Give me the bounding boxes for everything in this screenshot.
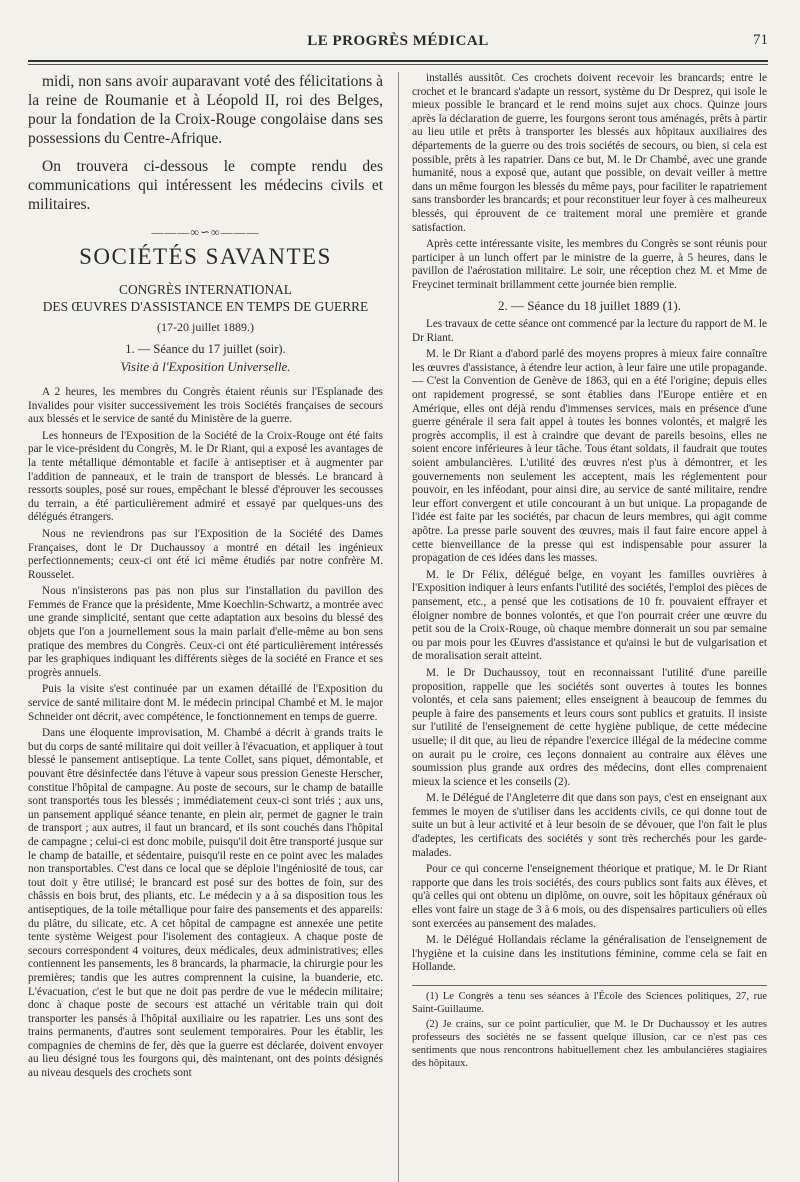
visit-heading: Visite à l'Exposition Universelle.: [120, 359, 291, 375]
body-paragraph: A 2 heures, les membres du Congrès étaient réunis sur l'Esplanade des Invalides pour visiter successivement les trois Sociétés françaises de secours aux blessés et le service de santé du Ministère de la guerre.: [28, 385, 383, 426]
body-paragraph: M. le Délégué Hollandais réclame la généralisation de l'enseignement de l'hygiène et la cuisine dans les institutions féminine, comme cela se fait en Hollande.: [412, 934, 767, 974]
conference-subtitle: DES ŒUVRES D'ASSISTANCE EN TEMPS DE GUERRE: [42, 299, 369, 315]
body-paragraph: Dans une éloquente improvisation, M. Chambé a décrit à grands traits le but du corps de santé militaire qui doit veiller à l'évacuation, et appliquer à tout blessé le pansement antiseptique. La tente Collet, sans piquet, démontable, et pouvant être désinfectée dans l'étuve à vapeur sous pression Geneste Herscher, constitue l'hôpital de campagne. Au poste de secours, sur le champ de bataille sont transportés tous les blessés ; immédiatement ceux-ci sont triés ; aux uns, un pansement appliqué séance tenante, en plein air, permet de gagner le train de transport ; aux autres, il faut un brancard, et ils sont couchés dans l'hôpital de campagne ; celui-ci est donc mobile, puisqu'il doit être transporté jusque sur le champ de bataille, et sédentaire, puisqu'il reste en ce point avec les malades non transportables. C'est dans ce local que se déploie l'ingéniosité de tous, car tout doit y être utilisé; le brancard est posé sur des bottes de foin, sur des châssis en bois brut, des pliants, etc. Le médecin y a à sa disposition tous les antiseptiques, de la toile métallique pour faire des pansements et des appareils: du plâtre, du silicate, etc. A cet hôpital de campagne est annexée une petite tente système Weigest pour l'isolement des contagieux. A chaque poste de secours correspondent 4 voitures, deux médicales, deux administratives; elles contiennent les pansements, les 8 brancards, la pharmacie, la chirurgie pour les premières; tandis que les autres comprennent la cuisine, la buanderie, etc. L'évacuation, c'est le but que ne doit pas perdre de vue le médecin militaire; donc à chaque poste de secours est attaché un véritable train qui doit transporter les pansés à l'hôpital auxiliaire ou les rapatrier. Les uns sont des trains permanents, d'autres sont seulement temporaires. Pour les établir, les compagnies de chemins de fer, dès que la guerre est déclarée, doivent envoyer au lieu désigné tous les fourgons qui, dès maintenant, ont des points désignés au niveau desquels des crochets sont: [28, 727, 383, 1080]
body-paragraph: M. le Dr Riant a d'abord parlé des moyens propres à mieux faire connaître les œuvres d'assistance, à étendre leur action, à leur faire une utile propagande. — C'est la Convention de Genève de 1863, qui en a été l'origine; depuis elles ont rapidement progressé, se sont établies dans l'Europe entière et en Amérique, elles ont déjà rendu d'immenses services, mais en présence d'une guerre générale il sera fait appel à toutes les bonnes volontés, et malgré les progrès accomplis, il est à craindre que devant de pareils besoins, elles ne soient encore inférieures à leur tâche. Tous étant soldats, il faudrait que toutes soient ambulancières. L'utilité des œuvres n'est p'us à démontrer, et les gouvernements non seulement les acceptent, mais les réglementent pour pouvoir, en les inféodant, pour ainsi dire, au service de santé militaire, rendre leur effort convergent et utile concourant à un but unique. La propagande de l'idée est faite par les sociétés, par chacun de leurs membres, qui agit comme apôtre. La presse parle souvent des œuvres, mais il faut faire encore appel à cette bienveillance de la presse qui est indispensable pour assurer la propagation de ces idées dans les masses.: [412, 348, 767, 565]
journal-page: [28, 30, 778, 1170]
session-heading: 2. — Séance du 18 juillet 1889 (1).: [497, 297, 682, 313]
body-paragraph: Puis la visite s'est continuée par un examen détaillé de l'Exposition du service de santé militaire dont M. le médecin principal Chambé et M. le major Schneider ont décrit, avec compétence, le fonctionnement en temps de guerre.: [28, 683, 383, 723]
intro-paragraph: On trouvera ci-dessous le compte rendu des communications qui intéressent les médecins civils et militaires.: [28, 158, 383, 213]
journal-title: LE PROGRÈS MÉDICAL: [307, 33, 489, 49]
right-column: [412, 72, 767, 1072]
body-paragraph: Les honneurs de l'Exposition de la Société de la Croix-Rouge ont été faits par le vice-président du Congrès, M. le Dr Riant, qui a exposé les avantages de la tente métallique démontable et facile à antiseptiser et à augmenter par l'addition de panneaux, et le train de transport de blessés. Le brancard à ressorts souples, posé sur roues, empêchant le blessé d'éprouver les secousses du terrain, a été particulièrement admiré et essayé par quelques-uns des délégués étrangers.: [28, 429, 383, 524]
body-paragraph: Nous ne reviendrons pas sur l'Exposition de la Société des Dames Françaises, dont le Dr Duchaussoy a montré en détail les ingénieux perfectionnements; ceux-ci ont été ici même étudiés par notre confrère M. Rousselet.: [28, 527, 383, 581]
footnotes: [412, 985, 767, 1070]
body-paragraph: Nous n'insisterons pas pas non plus sur l'installation du pavillon des Femmes de France que la présidente, Mme Koechlin-Schwartz, a montrée avec une grande simplicité, sentant que cette adaptation aux besoins du blessé des objets que l'on a journellement sous la main parlait d'elle-même au bon sens pratique des membres du Congrès. Ceux-ci ont été particulièrement intéressés par les graphiques indiquant les différents sièges de la société en France et ses progrès annuels.: [28, 585, 383, 679]
body-paragraph: M. le Dr Duchaussoy, tout en reconnaissant l'utilité d'une pareille proposition, rappelle que les sociétés sont ouvertes à toutes les bonnes volontés, et cela sans paiement; elles enseignent à beaucoup de femmes du peuple à faire des pansements et leurs cours sont publics et gratuits. Il insiste sur l'utilité de l'enseignement de cette hygiène publique, de cette médecine usuelle; il dit que, au lieu de répandre l'exercice illégal de la médecine comme on aurait pu le croire, ces leçons donnaient au contraire aux élèves une soumission plus grande aux ordres des médecins, dont elles comprenaient mieux la science et les conseils (2).: [412, 666, 767, 788]
footnote: (1) Le Congrès a tenu ses séances à l'École des Sciences politiques, 27, rue Saint-Guillaume.: [412, 991, 767, 1015]
session-heading: 1. — Séance du 17 juillet (soir).: [125, 341, 286, 356]
conference-title: CONGRÈS INTERNATIONAL: [119, 282, 292, 298]
page-header: [28, 30, 768, 62]
column-divider: [398, 72, 399, 1182]
intro-block: [28, 72, 383, 214]
body-paragraph: Pour ce qui concerne l'enseignement théorique et pratique, M. le Dr Riant rapporte que dans les trois sociétés, des cours publics sont faits aux élèves, et qu'à celles qui ont obtenu un diplôme, on ouvre, soit les hôpitaux généraux où elles vont faire un stage de 3 à 6 mois, ou des dispensaires particuliers où elles sont exercées au pansement des malades.: [412, 863, 767, 930]
page-number: 71: [753, 32, 768, 48]
body-paragraph: M. le Délégué de l'Angleterre dit que dans son pays, c'est en enseignant aux femmes le moyen de s'utiliser dans les accidents civils, ce qui donne tout de suite un but à leur activité et à leur besoin de se dévouer, que l'on fait le plus d'adeptes, les certificats des sociétés y sont très recherchés pour les garde-malades.: [412, 792, 767, 859]
body-paragraph: Les travaux de cette séance ont commencé par la lecture du rapport de M. le Dr Riant.: [412, 318, 767, 344]
intro-paragraph: midi, non sans avoir auparavant voté des félicitations à la reine de Roumanie et à Léopold II, roi des Belges, pour la fondation de la Croix-Rouge congolaise dans ses possessions du Centre-Afrique.: [28, 73, 383, 147]
body-paragraph: installés aussitôt. Ces crochets doivent recevoir les brancards; entre le crochet et le brancard s'adapte un ressort, système du Dr Desprez, qui isole le mieux possible le brancard et le rend moins sujet aux chocs. Quinze jours après la déclaration de guerre, les fourgons seront tous aménagés, prêts à partir au lieu utile et prêts à transporter les blessés aux hôpitaux auxiliaires des départements de la guerre ou des trois sociétés de secours, ou bien, si cela est possible, prêts à les rapatrier. Dans ce but, M. le Dr Chambé, avec une grande humanité, nous a exposé que, autant que possible, on devait veiller à mettre dans un même fourgon les blessés du même pays, pour faciliter le rapatriement sans transborder les brancards; et pour reconstituer leur foyer à ces malheureux blessés, qui éprouvent de ce traitement moral une première et grande satisfaction.: [412, 72, 767, 234]
ornament-divider: ———∞∽∞———: [151, 225, 260, 239]
conference-dates: (17-20 juillet 1889.): [157, 320, 254, 335]
body-paragraph: Après cette intéressante visite, les membres du Congrès se sont réunis pour participer à un lunch offert par le ministre de la guerre, à 5 heures, dans le pavillon de l'aérostation militaire. Le soir, une réception chez M. et Mme de Freycinet terminait brillamment cette journée bien remplie.: [412, 238, 767, 291]
left-column: [28, 72, 383, 1084]
header-rule: [28, 64, 768, 65]
section-title: SOCIÉTÉS SAVANTES: [79, 243, 332, 269]
body-paragraph: M. le Dr Félix, délégué belge, en voyant les familles ouvrières à l'Exposition indiquer à leurs enfants l'utilité des sociétés, l'emploi des pièces de pansement, etc., a pensé que les cotisations de 10 fr. pouvaient effrayer et éloigner nombre de bonnes volontés, et que l'on pourrait créer une œuvre du petit sou de la Croix-Rouge, où chaque membre donnerait un sou par semaine ou par mois pour les Œuvres d'assistance et qu'ainsi le but de vulgarisation et de moralisation serait atteint.: [412, 568, 767, 663]
footnote: (2) Je crains, sur ce point particulier, que M. le Dr Duchaussoy et les autres professeurs des sociétés ne se fassent quelque illusion, car ce n'est pas ces sentiments que nous rencontrons habituellement chez les ambulancières stagiaires des hôpitaux.: [412, 1019, 767, 1069]
